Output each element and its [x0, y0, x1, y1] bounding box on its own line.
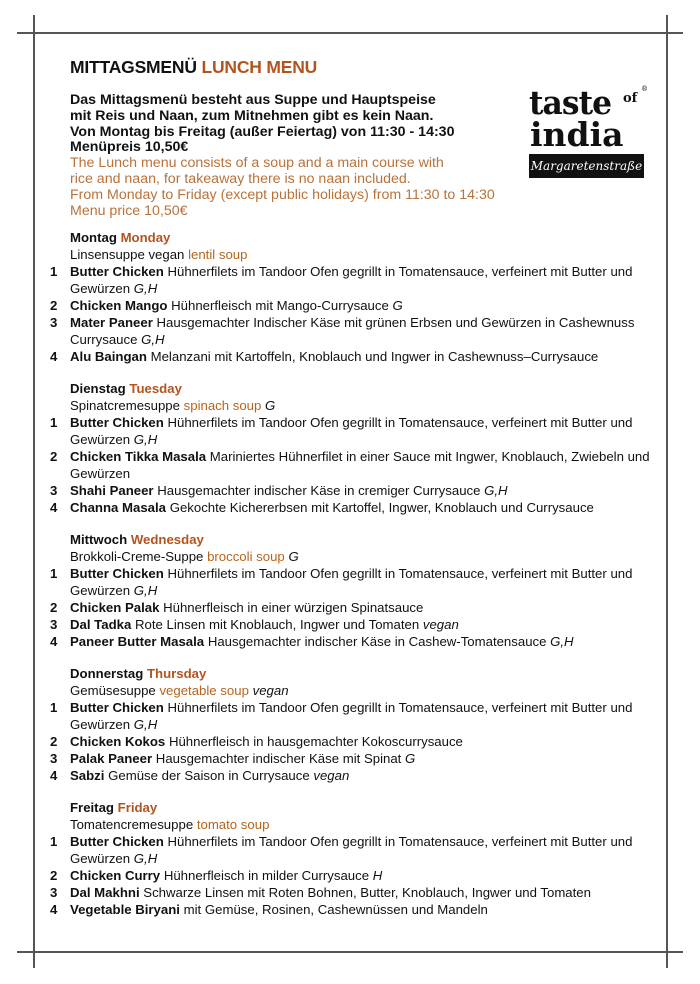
- item-text: [70, 314, 660, 348]
- soup-of-the-day: [50, 682, 660, 699]
- daily-menu-list: [50, 229, 660, 933]
- item-number: 4: [50, 349, 58, 364]
- menu-item: [50, 263, 660, 297]
- intro-price: Menu price 10,50€: [70, 202, 188, 219]
- item-text: [70, 297, 660, 314]
- day-heading: [50, 229, 660, 246]
- menu-item: [50, 867, 660, 884]
- day-name-english: Thursday: [146, 666, 207, 681]
- menu-item: [50, 833, 660, 867]
- item-number: 1: [50, 834, 58, 849]
- item-text: [70, 867, 660, 884]
- item-number: 1: [50, 700, 58, 715]
- item-text: [70, 263, 660, 297]
- crop-mark-left: [33, 15, 35, 968]
- soup-english: vegetable soup: [159, 683, 249, 698]
- dish-description: Hühnerfleisch in einer würzigen Spinatsauce: [163, 600, 424, 615]
- dish-description: Mariniertes Hühnerfilet in einer Sauce mit Ingwer, Knoblauch, Zwiebeln und Gewürzen: [70, 449, 650, 481]
- menu-item: [50, 314, 660, 348]
- menu-item: [50, 482, 660, 499]
- dish-name: Sabzi: [70, 768, 105, 783]
- item-number: 4: [50, 634, 58, 649]
- crop-mark-right: [666, 15, 668, 968]
- dish-name: Channa Masala: [70, 500, 167, 515]
- dish-description: Rote Linsen mit Knoblauch, Ingwer und Tomaten: [135, 617, 420, 632]
- day-name-english: Monday: [120, 230, 171, 245]
- soup-english: spinach soup: [183, 398, 262, 413]
- item-text: [70, 699, 660, 733]
- item-number: 2: [50, 600, 58, 615]
- allergen-codes: G,H: [133, 717, 158, 732]
- dish-name: Chicken Kokos: [70, 734, 166, 749]
- soup-allergen: vegan: [252, 683, 289, 698]
- menu-item: [50, 616, 660, 633]
- day-heading: [50, 531, 660, 548]
- soup-german: Brokkoli-Creme-Suppe: [70, 549, 204, 564]
- day-name-german: Donnerstag: [70, 666, 144, 681]
- day-heading: [50, 665, 660, 682]
- item-text: [70, 414, 660, 448]
- item-number: 2: [50, 868, 58, 883]
- day-name-english: Wednesday: [130, 532, 204, 547]
- dish-description: Hühnerfleisch mit Mango-Currysauce: [171, 298, 389, 313]
- dish-name: Vegetable Biryani: [70, 902, 180, 917]
- dish-description: Hausgemachter indischer Käse mit Spinat: [155, 751, 402, 766]
- item-number: 2: [50, 734, 58, 749]
- day-section-tuesday: [50, 380, 660, 516]
- item-number: 4: [50, 902, 58, 917]
- crop-mark-bottom: [17, 951, 683, 953]
- item-number: 4: [50, 768, 58, 783]
- item-text: [70, 833, 660, 867]
- item-number: 2: [50, 449, 58, 464]
- title-english: LUNCH MENU: [201, 57, 318, 77]
- item-text: [70, 599, 660, 616]
- soup-of-the-day: [50, 548, 660, 565]
- allergen-codes: vegan: [313, 768, 350, 783]
- intro-line: Von Montag bis Freitag (außer Feiertag) von 11:30 - 14:30: [70, 123, 455, 140]
- allergen-codes: H: [372, 868, 383, 883]
- allergen-codes: vegan: [422, 617, 459, 632]
- allergen-codes: G: [392, 298, 403, 313]
- item-number: 3: [50, 315, 58, 330]
- allergen-codes: G,H: [484, 483, 508, 498]
- soup-german: Tomatencremesuppe: [70, 817, 194, 832]
- allergen-codes: G,H: [133, 851, 158, 866]
- menu-item: [50, 348, 660, 365]
- intro-english: [70, 156, 530, 219]
- allergen-codes: G,H: [141, 332, 165, 347]
- menu-item: [50, 733, 660, 750]
- dish-name: Chicken Tikka Masala: [70, 449, 207, 464]
- dish-description: Hühnerfleisch in milder Currysauce: [163, 868, 370, 883]
- item-number: 2: [50, 298, 58, 313]
- intro-price: Menüpreis 10,50€: [70, 139, 189, 156]
- dish-name: Butter Chicken: [70, 566, 164, 581]
- item-number: 1: [50, 415, 58, 430]
- day-heading: [50, 380, 660, 397]
- dish-name: Chicken Palak: [70, 600, 160, 615]
- dish-description: Melanzani mit Kartoffeln, Knoblauch und Ingwer in Cashewnuss–Currysauce: [150, 349, 599, 364]
- menu-item: [50, 297, 660, 314]
- dish-description: Hühnerfilets im Tandoor Ofen gegrillt in Tomatensauce, verfeinert mit Butter und Gewürzen: [70, 700, 633, 732]
- intro-text: [70, 93, 530, 219]
- allergen-codes: G,H: [133, 281, 158, 296]
- item-text: [70, 733, 660, 750]
- day-name-german: Mittwoch: [70, 532, 128, 547]
- dish-name: Palak Paneer: [70, 751, 153, 766]
- intro-line: From Monday to Friday (except public holidays) from 11:30 to 14:30: [70, 186, 495, 203]
- logo-word-india: india: [530, 115, 624, 154]
- item-number: 1: [50, 566, 58, 581]
- dish-description: Gemüse der Saison in Currysauce: [108, 768, 310, 783]
- logo-word-taste: taste: [529, 83, 612, 122]
- dish-description: mit Gemüse, Rosinen, Cashewnüssen und Mandeln: [183, 902, 488, 917]
- title-german: MITTAGSMENÜ: [70, 57, 197, 77]
- intro-line: The Lunch menu consists of a soup and a main course with: [70, 155, 444, 172]
- registered-icon: ®: [641, 85, 648, 93]
- page-title: [70, 57, 317, 78]
- dish-name: Butter Chicken: [70, 415, 164, 430]
- menu-item: [50, 884, 660, 901]
- item-text: [70, 633, 660, 650]
- menu-item: [50, 448, 660, 482]
- dish-name: Butter Chicken: [70, 834, 164, 849]
- soup-english: broccoli soup: [207, 549, 285, 564]
- logo-word-of: of: [623, 91, 638, 106]
- item-text: [70, 565, 660, 599]
- dish-name: Butter Chicken: [70, 700, 164, 715]
- soup-german: Linsensuppe vegan: [70, 247, 185, 262]
- dish-description: Schwarze Linsen mit Roten Bohnen, Butter, Knoblauch, Ingwer und Tomaten: [143, 885, 591, 900]
- menu-item: [50, 767, 660, 784]
- dish-description: Hausgemachter Indischer Käse mit grünen Erbsen und Gewürzen in Cashewnuss Currysauce: [70, 315, 635, 347]
- dish-description: Hühnerfilets im Tandoor Ofen gegrillt in Tomatensauce, verfeinert mit Butter und Gewürzen: [70, 566, 633, 598]
- menu-item: [50, 414, 660, 448]
- item-text: [70, 884, 660, 901]
- day-name-german: Dienstag: [70, 381, 126, 396]
- soup-of-the-day: [50, 397, 660, 414]
- menu-item: [50, 499, 660, 516]
- dish-name: Paneer Butter Masala: [70, 634, 205, 649]
- dish-name: Chicken Curry: [70, 868, 161, 883]
- soup-english: tomato soup: [196, 817, 270, 832]
- item-text: [70, 348, 660, 365]
- menu-item: [50, 599, 660, 616]
- item-number: 4: [50, 500, 58, 515]
- item-text: [70, 767, 660, 784]
- item-number: 3: [50, 617, 58, 632]
- soup-english: lentil soup: [188, 247, 248, 262]
- menu-item: [50, 750, 660, 767]
- dish-description: Hausgemachter indischer Käse in Cashew-Tomatensauce: [207, 634, 547, 649]
- allergen-codes: G,H: [133, 583, 158, 598]
- day-section-thursday: [50, 665, 660, 784]
- crop-mark-top: [17, 32, 683, 34]
- item-number: 3: [50, 751, 58, 766]
- item-number: 3: [50, 885, 58, 900]
- item-text: [70, 448, 660, 482]
- taste-of-india-logo: [527, 83, 649, 182]
- soup-of-the-day: [50, 246, 660, 263]
- dish-name: Dal Makhni: [70, 885, 140, 900]
- item-number: 1: [50, 264, 58, 279]
- item-text: [70, 499, 660, 516]
- dish-description: Hausgemachter indischer Käse in cremiger Currysauce: [157, 483, 481, 498]
- allergen-codes: G,H: [133, 432, 158, 447]
- intro-german: [70, 93, 530, 156]
- dish-name: Mater Paneer: [70, 315, 153, 330]
- day-name-german: Freitag: [70, 800, 114, 815]
- day-section-wednesday: [50, 531, 660, 650]
- day-section-friday: [50, 799, 660, 918]
- dish-description: Hühnerfilets im Tandoor Ofen gegrillt in Tomatensauce, verfeinert mit Butter und Gewürzen: [70, 415, 633, 447]
- dish-name: Butter Chicken: [70, 264, 164, 279]
- item-text: [70, 482, 660, 499]
- day-section-monday: [50, 229, 660, 365]
- dish-description: Hühnerfleisch in hausgemachter Kokoscurrysauce: [168, 734, 463, 749]
- item-text: [70, 750, 660, 767]
- soup-allergen: G: [265, 398, 276, 413]
- dish-description: Hühnerfilets im Tandoor Ofen gegrillt in Tomatensauce, verfeinert mit Butter und Gewürzen: [70, 264, 633, 296]
- dish-name: Chicken Mango: [70, 298, 168, 313]
- menu-item: [50, 565, 660, 599]
- day-name-english: Friday: [117, 800, 158, 815]
- item-number: 3: [50, 483, 58, 498]
- intro-line: mit Reis und Naan, zum Mitnehmen gibt es kein Naan.: [70, 107, 434, 124]
- soup-of-the-day: [50, 816, 660, 833]
- day-name-german: Montag: [70, 230, 117, 245]
- dish-description: Gekochte Kichererbsen mit Kartoffel, Ingwer, Knoblauch und Currysauce: [169, 500, 594, 515]
- logo-location: Margaretenstraße: [529, 154, 644, 178]
- item-text: [70, 616, 660, 633]
- day-heading: [50, 799, 660, 816]
- item-text: [70, 901, 660, 918]
- allergen-codes: G: [405, 751, 416, 766]
- soup-german: Gemüsesuppe: [70, 683, 156, 698]
- menu-item: [50, 901, 660, 918]
- dish-description: Hühnerfilets im Tandoor Ofen gegrillt in Tomatensauce, verfeinert mit Butter und Gewürzen: [70, 834, 633, 866]
- dish-name: Alu Baingan: [70, 349, 147, 364]
- menu-item: [50, 699, 660, 733]
- intro-line: Das Mittagsmenü besteht aus Suppe und Hauptspeise: [70, 92, 436, 108]
- soup-german: Spinatcremesuppe: [70, 398, 180, 413]
- allergen-codes: G,H: [550, 634, 574, 649]
- intro-line: rice and naan, for takeaway there is no naan included.: [70, 170, 411, 187]
- day-name-english: Tuesday: [129, 381, 182, 396]
- menu-item: [50, 633, 660, 650]
- dish-name: Dal Tadka: [70, 617, 132, 632]
- dish-name: Shahi Paneer: [70, 483, 154, 498]
- soup-allergen: G: [288, 549, 299, 564]
